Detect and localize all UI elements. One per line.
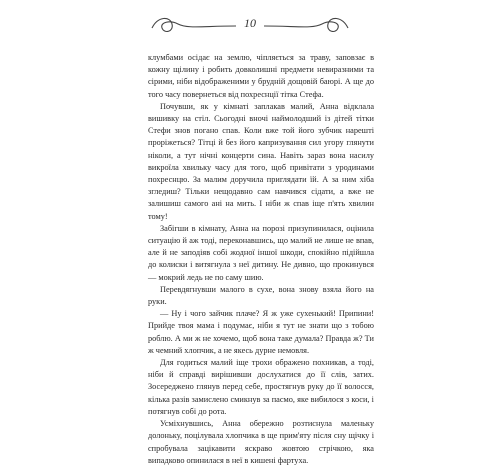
paragraph: клумбами осідає на землю, чіпляється за траву, заповзає в кожну щілину і робить довколишні предмети невиразними та сірими, ніби відображеними у брудній дощовій баюрі. А ще до того часу повернеться від похреснції тітка Стефа. — [148, 53, 374, 99]
flourish-left-icon — [148, 6, 238, 42]
paragraph: Перевдягнувши малого в сухе, вона знову взяла його на руки. — [148, 284, 374, 307]
page-header — [0, 6, 500, 42]
paragraph: — Ну і чого зайчик плаче? Я ж уже сухенький! Припини! Прийде твоя мама і подумає, ніби я тут не знати що з тобою роблю. А ми ж не хочемо, щоб вона таке думала? Правда ж? Ти ж чемний хлопчик, а не якесь дурне немовля. — [148, 309, 374, 355]
page-number: 10 — [244, 16, 256, 30]
paragraph: Усміхнувшись, Анна обережно розтиснула маленьку долоньку, поцілувала хлопчика в ще прим'яту після сну щічку і спробувала зацікавити яскраво жовтою стрічкою, яка випадково опинилася в неї в кишені фартуха. — [148, 419, 374, 465]
flourish-right-icon — [262, 6, 352, 42]
body-text — [148, 52, 374, 467]
paragraph: Почувши, як у кімнаті заплакав малий, Анна відклала вишивку на стіл. Сьогодні вночі наймолодший із дітей тітки Стефи знов погано спав. Коли вже той його зубчик нарешті проріжеться? Тітці й без його капризування сил угору глянути ніколи, а тут нічні концерти сина. Навіть зараз вона насилу викроїла хвильку часу для того, щоб привітати з уродинами похреснцю. За малим доручила приглядати їй. А за ним хіба згледиш? Тільки нещодавно сам навчився сідати, а вже не залишиш самого ані на мить. І ніби ж спав іще п'ять хвилин тому! — [148, 101, 374, 221]
paragraph: Забігши в кімнату, Анна на порозі призупинилася, оцінила ситуацію й аж тоді, переконавшись, що малий не лише не впав, але й не заподіяв собі жодної іншої шкоди, спокійно підійшла до колиски і витягнула з неї дитину. Не дивно, що прокинувся — мокрий ледь не по саму шию. — [148, 223, 374, 282]
paragraph: Для годиться малий іще трохи ображено похникав, а тоді, ніби й справді вирішивши дослухатися до її слів, затих. Зосереджено глянув перед себе, простягнув руку до її волосся, кілька разів замислено смикнув за пасмо, яке вибилося з коси, і потягнув собі до рота. — [148, 358, 374, 416]
